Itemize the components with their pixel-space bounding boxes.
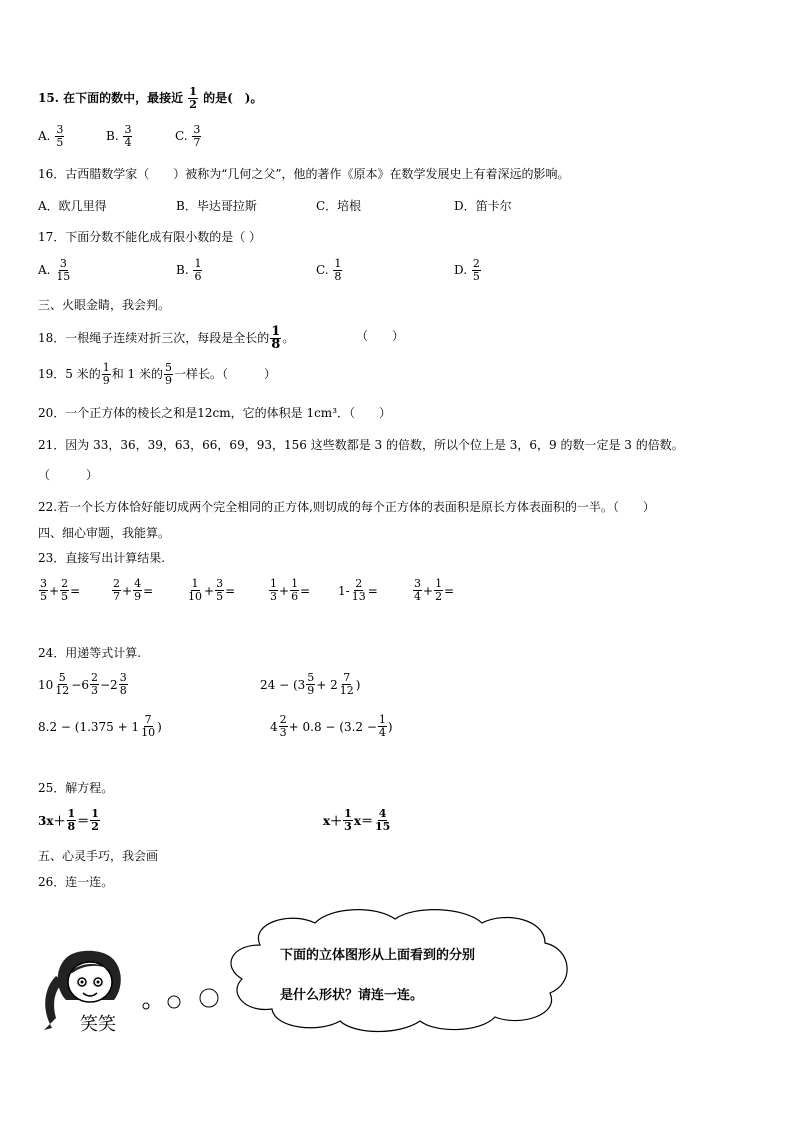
q17-option-d[interactable]: D. $\frac{2}{5}$	[454, 257, 480, 283]
bubble-line-1: 下面的立体图形从上面看到的分别	[280, 948, 476, 963]
q17-stem: 17．下面分数不能化成有限小数的是（ ）	[38, 230, 262, 244]
q17-option-c[interactable]: C. $\frac{1}{8}$	[316, 257, 342, 283]
q18-answer-blank[interactable]: （ ）	[356, 329, 405, 343]
cloud-bubble	[220, 905, 580, 1035]
q25-equation-1[interactable]: 3x＋ $\frac{1}{8}$ ＝ $\frac{1}{2}$	[38, 807, 99, 833]
cartoon-caption: 笑笑	[80, 1014, 116, 1035]
q21-answer-blank[interactable]: （ ）	[38, 468, 99, 482]
q24-expr-3[interactable]: 8.2 − (1.375 + 1 $\frac{7}{10}$ )	[38, 713, 162, 739]
q16-option-b[interactable]: B．毕达哥拉斯	[176, 199, 257, 213]
q24-stem: 24．用递等式计算.	[38, 646, 142, 660]
q16-option-c[interactable]: C．培根	[316, 199, 362, 213]
q20-stem: 20．一个正方体的棱长之和是12cm，它的体积是 1cm³．（ ）	[38, 406, 392, 420]
q23-item-1[interactable]: $\frac{3}{5}$ + $\frac{2}{5}$ =	[40, 577, 81, 603]
section-4-heading: 四、细心审题，我能算。	[38, 526, 171, 540]
q16-stem: 16．古西腊数学家（ ）被称为“几何之父”，他的著作《原本》在数学发展史上有着深远的影响。	[38, 167, 570, 181]
q17-option-b[interactable]: B. $\frac{1}{6}$	[176, 257, 202, 283]
q23-item-3[interactable]: $\frac{1}{10}$ + $\frac{3}{5}$ =	[188, 577, 236, 603]
q24-expr-1[interactable]: 10 $\frac{5}{12}$ −6 $\frac{2}{3}$ −2 $\frac{3}{8}$	[38, 671, 127, 697]
q21-stem: 21．因为 33，36，39，63，66，69，93，156 这些数都是 3 的倍数，所以个位上是 3，6，9 的数一定是 3 的倍数。	[38, 438, 684, 452]
q18-fraction: $\frac{1}{8}$	[271, 324, 281, 352]
q25-stem: 25．解方程。	[38, 781, 114, 795]
thought-bubble-dots	[138, 984, 228, 1014]
q15-option-a[interactable]: A. $\frac{3}{5}$	[38, 123, 64, 149]
q17-option-a[interactable]: A. $\frac{3}{15}$	[38, 257, 71, 283]
q24-expr-2[interactable]: 24 − (3 $\frac{5}{9}$ + 2 $\frac{7}{12}$ )	[260, 671, 361, 697]
q22-stem: 22.若一个长方体恰好能切成两个完全相同的正方体,则切成的每个正方体的表面积是原长方体表面积的一半。（ ）	[38, 500, 655, 514]
q26-stem: 26．连一连。	[38, 875, 114, 889]
q23-item-6[interactable]: $\frac{3}{4}$ + $\frac{1}{2}$ =	[414, 577, 455, 603]
q15-option-c[interactable]: C. $\frac{3}{7}$	[175, 123, 201, 149]
q15-stem: 15. 在下面的数中，最接近 $\frac{1}{2}$ 的是( )。	[38, 85, 263, 111]
q23-item-5[interactable]: 1- $\frac{2}{13}$ =	[338, 577, 378, 603]
q15-fraction: $\frac{1}{2}$	[189, 85, 197, 111]
q18-stem: 18．一根绳子连续对折三次，每段是全长的 $\frac{1}{8}$ 。	[38, 324, 295, 352]
q16-option-a[interactable]: A．欧几里得	[38, 199, 107, 213]
q25-equation-2[interactable]: x＋ $\frac{1}{3}$ x＝ $\frac{4}{15}$	[323, 807, 391, 833]
q16-option-d[interactable]: D．笛卡尔	[454, 199, 512, 213]
bubble-line-2: 是什么形状？请连一连。	[280, 988, 424, 1003]
q19-answer-blank[interactable]: 一样长。（ ）	[174, 367, 277, 381]
q15-option-b[interactable]: B. $\frac{3}{4}$	[106, 123, 132, 149]
section-5-heading: 五、心灵手巧，我会画	[38, 849, 159, 863]
q24-expr-4[interactable]: 4 $\frac{2}{3}$ + 0.8 − (3.2 − $\frac{1}{4}$ )	[270, 713, 393, 739]
section-3-heading: 三、火眼金睛，我会判。	[38, 298, 171, 312]
q23-item-2[interactable]: $\frac{2}{7}$ + $\frac{4}{9}$ =	[113, 577, 154, 603]
q23-stem: 23．直接写出计算结果.	[38, 551, 166, 565]
q19-stem: 19．5 米的 $\frac{1}{9}$ 和 1 米的 $\frac{5}{9}$ 一样长。（ ）	[38, 361, 277, 387]
q23-item-4[interactable]: $\frac{1}{3}$ + $\frac{1}{6}$ =	[270, 577, 311, 603]
